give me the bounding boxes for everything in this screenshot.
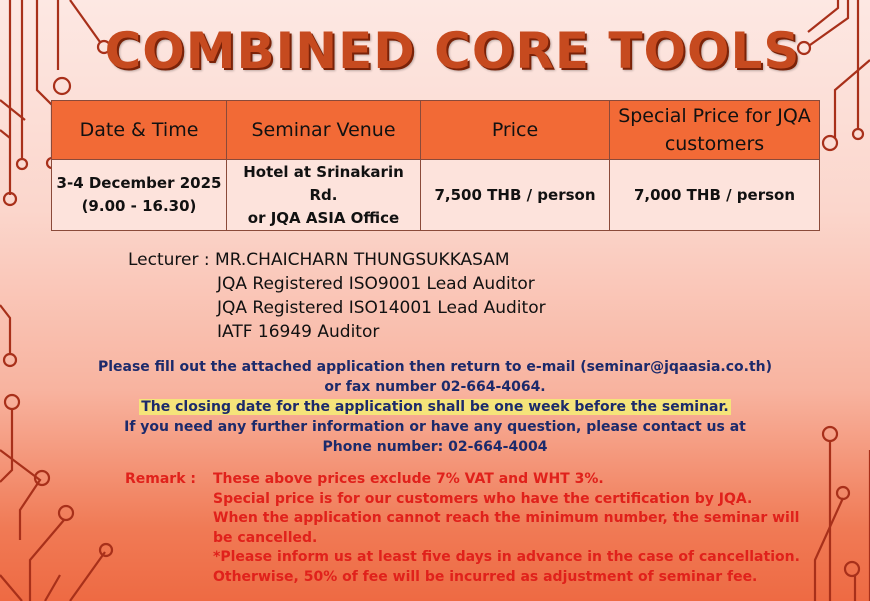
table-header-row xyxy=(52,101,820,160)
remark-section xyxy=(125,470,800,587)
lecturer-section xyxy=(128,248,546,344)
remark-line: When the application cannot reach the minimum number, the seminar will xyxy=(213,510,800,526)
price-value: 7,500 THB / person xyxy=(434,185,596,204)
cell-date-time xyxy=(52,160,227,231)
venue-line-1: Hotel at Srinakarin Rd. xyxy=(243,162,404,204)
header-price: Price xyxy=(421,101,610,160)
contact-section xyxy=(0,357,870,457)
lecturer-credential: JQA Registered ISO14001 Lead Auditor xyxy=(217,298,546,318)
remark-line: *Please inform us at least five days in advance in the case of cancellation. xyxy=(213,549,800,565)
cell-venue xyxy=(227,160,421,231)
remark-line: Otherwise, 50% of fee will be incurred as adjustment of seminar fee. xyxy=(213,568,758,585)
cell-price xyxy=(421,160,610,231)
closing-date-notice: The closing date for the application shall be one week before the seminar. xyxy=(141,399,729,415)
remark-line: These above prices exclude 7% VAT and WHT 3%. xyxy=(213,471,604,487)
lecturer-credential: IATF 16949 Auditor xyxy=(217,322,380,342)
lecturer-name: MR.CHAICHARN THUNGSUKKASAM xyxy=(215,250,510,270)
header-special-price: Special Price for JQA customers xyxy=(610,101,820,160)
date-line: 3-4 December 2025 xyxy=(56,174,222,192)
lecturer-credential: JQA Registered ISO9001 Lead Auditor xyxy=(217,274,535,294)
time-line: (9.00 - 16.30) xyxy=(81,197,197,215)
cell-special-price xyxy=(610,160,820,231)
page-title: COMBINED CORE TOOLS xyxy=(104,22,801,80)
header-seminar-venue: Seminar Venue xyxy=(227,101,421,160)
remark-line: be cancelled. xyxy=(213,529,318,546)
contact-phone: Phone number: 02-664-4004 xyxy=(322,439,548,455)
remark-label: Remark : xyxy=(125,471,196,487)
table-row xyxy=(52,160,820,231)
seminar-info-table xyxy=(51,100,820,231)
remark-line: Special price is for our customers who have the certification by JQA. xyxy=(213,490,753,507)
lecturer-label: Lecturer : xyxy=(128,250,210,270)
header-date-time: Date & Time xyxy=(52,101,227,160)
venue-line-2: or JQA ASIA Office xyxy=(247,208,400,227)
contact-line-info: If you need any further information or have any question, please contact us at xyxy=(124,419,746,435)
contact-line-email: Please fill out the attached application then return to e-mail (seminar@jqaasia.co.th) xyxy=(97,359,773,375)
contact-line-fax: or fax number 02-664-4064. xyxy=(324,379,546,395)
special-price-value: 7,000 THB / person xyxy=(633,185,796,204)
